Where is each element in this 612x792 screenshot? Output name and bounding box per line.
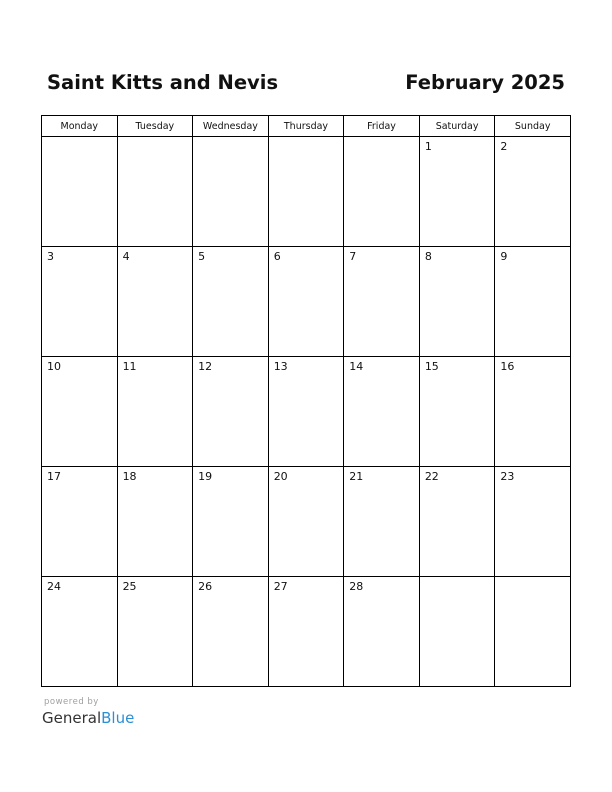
- day-cell: [193, 137, 269, 247]
- day-number: 10: [47, 360, 61, 373]
- day-number: 28: [349, 580, 364, 593]
- week-row-3: [42, 357, 571, 467]
- day-number: 7: [349, 250, 357, 263]
- day-number: 19: [198, 470, 213, 483]
- day-number: 14: [349, 360, 364, 373]
- week-row-5: [42, 577, 571, 687]
- weekday-thursday: Thursday: [268, 116, 344, 137]
- day-number: 27: [273, 580, 288, 593]
- day-cell: [42, 137, 118, 247]
- weekday-sunday: Sunday: [495, 116, 571, 137]
- day-cell: [42, 577, 118, 687]
- country-title: Saint Kitts and Nevis: [47, 71, 279, 94]
- day-cell: [495, 577, 571, 687]
- day-cell: [495, 247, 571, 357]
- day-number: 15: [424, 360, 439, 373]
- day-number: 13: [273, 360, 288, 373]
- weekday-wednesday: Wednesday: [193, 116, 269, 137]
- day-cell: [117, 137, 193, 247]
- week-row-1: [42, 137, 571, 247]
- day-cell: [419, 137, 495, 247]
- day-number: 11: [122, 360, 137, 373]
- day-number: [42, 137, 117, 140]
- day-cell: [268, 577, 344, 687]
- day-cell: [344, 247, 420, 357]
- weekday-saturday: Saturday: [419, 116, 495, 137]
- day-number: 17: [47, 470, 61, 483]
- day-cell: [268, 467, 344, 577]
- day-number: 18: [122, 470, 137, 483]
- day-cell: [419, 357, 495, 467]
- day-cell: [117, 467, 193, 577]
- day-number: 24: [47, 580, 61, 593]
- weekday-tuesday: Tuesday: [117, 116, 193, 137]
- day-number: [269, 137, 344, 140]
- day-number: 9: [500, 250, 508, 263]
- day-cell: [344, 577, 420, 687]
- powered-by-label: powered by: [44, 697, 99, 707]
- day-number: [193, 137, 268, 140]
- day-number: 25: [122, 580, 137, 593]
- day-number: [420, 577, 495, 580]
- month-year-title: February 2025: [405, 71, 565, 94]
- day-cell: [419, 467, 495, 577]
- day-number: 26: [198, 580, 213, 593]
- day-cell: [495, 137, 571, 247]
- brand-blue-text: Blue: [101, 709, 135, 727]
- day-cell: [495, 467, 571, 577]
- day-number: 20: [273, 470, 288, 483]
- day-cell: [193, 467, 269, 577]
- day-number: [344, 137, 419, 140]
- day-number: 3: [47, 250, 54, 263]
- day-number: 12: [198, 360, 213, 373]
- calendar-grid: [41, 115, 571, 687]
- day-cell: [193, 577, 269, 687]
- day-cell: [42, 357, 118, 467]
- weekday-monday: Monday: [42, 116, 118, 137]
- day-cell: [344, 467, 420, 577]
- day-number: 4: [122, 250, 130, 263]
- day-cell: [344, 357, 420, 467]
- day-number: 21: [349, 470, 364, 483]
- day-number: 8: [424, 250, 432, 263]
- day-cell: [268, 137, 344, 247]
- day-cell: [117, 357, 193, 467]
- day-number: 5: [198, 250, 206, 263]
- day-number: 6: [273, 250, 281, 263]
- day-cell: [193, 247, 269, 357]
- day-number: 1: [424, 140, 432, 153]
- day-cell: [42, 467, 118, 577]
- week-row-4: [42, 467, 571, 577]
- day-cell: [495, 357, 571, 467]
- weekday-friday: Friday: [344, 116, 420, 137]
- day-cell: [268, 247, 344, 357]
- day-number: 2: [500, 140, 508, 153]
- weekday-header-row: [42, 116, 571, 137]
- day-number: 22: [424, 470, 439, 483]
- day-cell: [117, 577, 193, 687]
- day-cell: [117, 247, 193, 357]
- day-cell: [344, 137, 420, 247]
- generalblue-logo: [42, 709, 134, 727]
- day-cell: [193, 357, 269, 467]
- week-row-2: [42, 247, 571, 357]
- day-cell: [419, 577, 495, 687]
- day-number: 16: [500, 360, 515, 373]
- day-cell: [268, 357, 344, 467]
- day-cell: [419, 247, 495, 357]
- day-number: 23: [500, 470, 515, 483]
- day-cell: [42, 247, 118, 357]
- brand-general-text: General: [42, 709, 102, 727]
- day-number: [118, 137, 193, 140]
- day-number: [495, 577, 570, 580]
